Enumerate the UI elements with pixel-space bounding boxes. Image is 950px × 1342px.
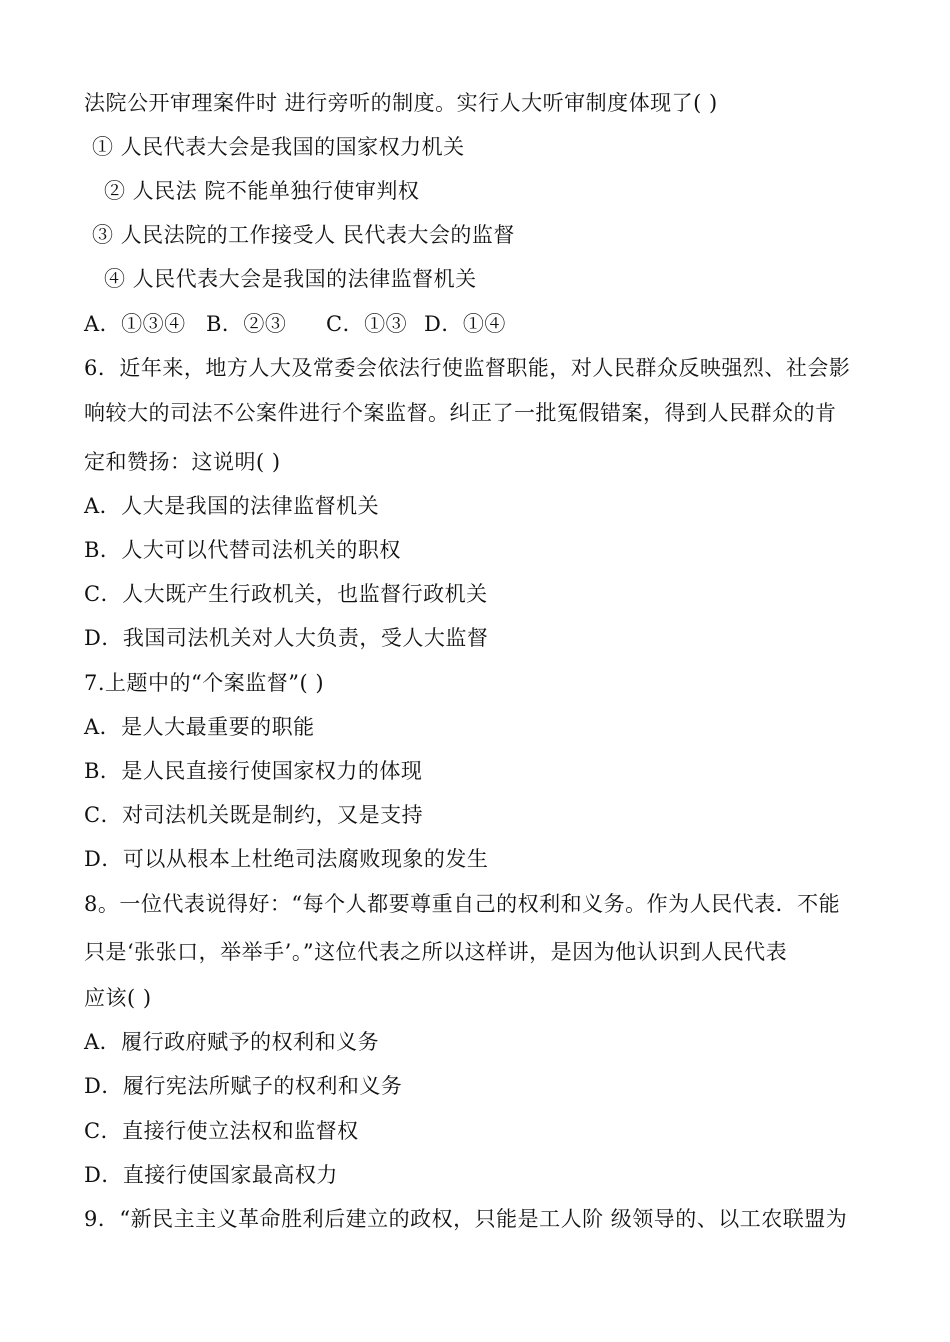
q6-option-a: A．人大是我国的法律监督机关 bbox=[84, 494, 380, 518]
q5-stem-tail: 法院公开审理案件时 进行旁听的制度。实行人大听审制度体现了( ) bbox=[84, 91, 718, 115]
q8-option-c: C．直接行使立法权和监督权 bbox=[84, 1119, 359, 1143]
q5-option-d: D．①④ bbox=[424, 312, 506, 336]
q6-stem-line-1: 6．近年来，地方人大及常委会依法行使监督职能，对人民群众反映强烈、社会影 bbox=[84, 356, 851, 380]
q5-option-c: C．①③ bbox=[326, 312, 408, 336]
q8-option-b: D．履行宪法所赋子的权利和义务 bbox=[84, 1074, 403, 1098]
q8-stem-line-2: 只是‘张张口，举举手’。”这位代表之所以这样讲，是因为他认识到人民代表 bbox=[84, 940, 788, 964]
q8-stem-line-3: 应该( ) bbox=[84, 986, 152, 1010]
q6-option-b: B．人大可以代替司法机关的职权 bbox=[84, 538, 401, 562]
q5-statement-4: ④ 人民代表大会是我国的法律监督机关 bbox=[104, 267, 477, 291]
q8-stem-line-1: 8。一位代表说得好：“每个人都要尊重自己的权利和义务。作为人民代表．不能 bbox=[84, 892, 841, 916]
q7-option-d: D．可以从根本上杜绝司法腐败现象的发生 bbox=[84, 847, 489, 871]
q5-option-a: A．①③④ bbox=[84, 312, 186, 336]
q7-stem: 7.上题中的“个案监督”( ) bbox=[84, 671, 325, 695]
q8-option-a: A．履行政府赋予的权利和义务 bbox=[84, 1030, 380, 1054]
q6-option-d: D．我国司法机关对人大负责，受人大监督 bbox=[84, 626, 489, 650]
q6-stem-line-2: 响较大的司法不公案件进行个案监督。纠正了一批冤假错案，得到人民群众的肯 bbox=[84, 401, 837, 425]
q5-options bbox=[84, 309, 884, 339]
q8-option-d: D．直接行使国家最高权力 bbox=[84, 1163, 338, 1187]
q5-statement-3: ③ 人民法院的工作接受人 民代表大会的监督 bbox=[92, 223, 515, 247]
q5-statement-2: ② 人民法 院不能单独行使审判权 bbox=[104, 179, 420, 203]
q6-option-c: C．人大既产生行政机关，也监督行政机关 bbox=[84, 582, 488, 606]
q7-option-b: B．是人民直接行使国家权力的体现 bbox=[84, 759, 423, 783]
q9-stem-line-1: 9．“新民主主义革命胜利后建立的政权，只能是工人阶 级领导的、以工农联盟为 bbox=[84, 1207, 848, 1231]
q6-stem-line-3: 定和赞扬：这说明( ) bbox=[84, 450, 281, 474]
q7-option-a: A．是人大最重要的职能 bbox=[84, 715, 315, 739]
q7-option-c: C．对司法机关既是制约，又是支持 bbox=[84, 803, 424, 827]
q5-statement-1: ① 人民代表大会是我国的国家权力机关 bbox=[92, 135, 465, 159]
q5-option-b: B．②③ bbox=[206, 312, 287, 336]
